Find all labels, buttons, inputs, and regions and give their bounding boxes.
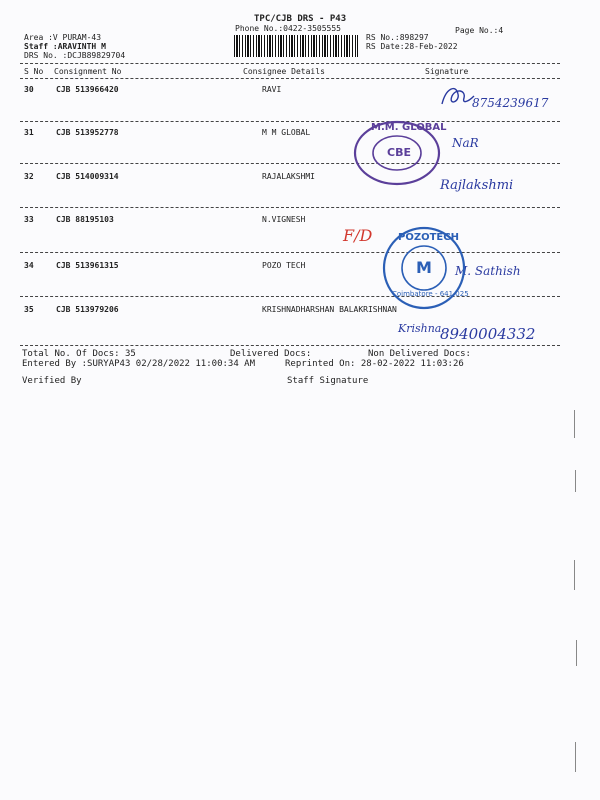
row-consignee: POZO TECH <box>262 261 306 270</box>
mark-33: F/D <box>343 226 373 245</box>
reprinted-on: Reprinted On: 28-02-2022 11:03:26 <box>285 359 464 369</box>
divider <box>20 207 560 208</box>
rs-number: RS No.:898297 <box>366 33 429 42</box>
row-sno: 35 <box>24 305 34 314</box>
divider <box>20 296 560 297</box>
signature-32: Rajlakshmi <box>440 178 514 193</box>
divider <box>20 63 560 64</box>
column-sno: S No <box>24 67 44 76</box>
drs-number: DRS No. :DCJB89829704 <box>24 51 126 60</box>
row-consignment: CJB 513961315 <box>56 261 119 270</box>
non-delivered-docs: Non Delivered Docs: <box>368 349 471 359</box>
scan-edge-mark <box>576 640 577 666</box>
divider <box>20 345 560 346</box>
phone-number: Phone No.:0422-3505555 <box>235 24 341 33</box>
row-sno: 33 <box>24 215 34 224</box>
row-sno: 34 <box>24 261 34 270</box>
row-sno: 30 <box>24 85 34 94</box>
stamp-text-top: POZOTECH <box>398 232 459 243</box>
row-consignment: CJB 88195103 <box>56 215 114 224</box>
verified-by: Verified By <box>22 376 82 386</box>
entered-by: Entered By :SURYAP43 02/28/2022 11:00:34 AM <box>22 359 255 369</box>
stamp-text-center: CBE <box>387 146 411 159</box>
signature-35-phone: 8940004332 <box>440 325 536 343</box>
row-sno: 32 <box>24 172 34 181</box>
pozotech-stamp <box>382 226 469 310</box>
mm-global-stamp <box>353 120 447 186</box>
column-consignee: Consignee Details <box>243 67 325 76</box>
scan-edge-mark <box>575 470 576 492</box>
total-docs: Total No. Of Docs: 35 <box>22 349 136 359</box>
divider <box>20 78 560 79</box>
rs-date: RS Date:28-Feb-2022 <box>366 42 458 51</box>
signature-31: NaR <box>452 136 479 150</box>
row-consignee: M M GLOBAL <box>262 128 311 137</box>
row-consignee: N.VIGNESH <box>262 215 306 224</box>
signature-30: 8754239617 <box>472 96 549 110</box>
divider <box>20 163 560 164</box>
document-title: TPC/CJB DRS - P43 <box>254 14 347 24</box>
row-consignee: RAVI <box>262 85 282 94</box>
column-consignment: Consignment No <box>54 67 122 76</box>
divider <box>20 121 560 122</box>
row-consignee: RAJALAKSHMI <box>262 172 315 181</box>
barcode <box>234 35 358 57</box>
column-signature: Signature <box>425 67 469 76</box>
row-consignment: CJB 513966420 <box>56 85 119 94</box>
scan-edge-mark <box>574 410 575 438</box>
signature-35-name: Krishna <box>398 322 442 335</box>
staff-signature: Staff Signature <box>287 376 369 386</box>
scan-edge-mark <box>575 742 576 772</box>
stamp-text-top: M.M. GLOBAL <box>371 122 447 133</box>
row-consignee: KRISHNADHARSHAN BALAKRISHNAN <box>262 305 397 314</box>
row-sno: 31 <box>24 128 34 137</box>
signature-34: M. Sathish <box>455 264 521 278</box>
divider <box>20 252 560 253</box>
row-consignment: CJB 514009314 <box>56 172 119 181</box>
row-consignment: CJB 513952778 <box>56 128 119 137</box>
page-number: Page No.:4 <box>455 26 504 35</box>
stamp-text-bottom: Coimbatore - 641 025 <box>392 290 469 298</box>
stamp-text-center: M <box>416 258 432 277</box>
staff-label: Staff :ARAVINTH M <box>24 42 106 51</box>
scan-edge-mark <box>574 560 575 590</box>
area-label: Area :V PURAM-43 <box>24 33 102 42</box>
delivered-docs: Delivered Docs: <box>230 349 312 359</box>
row-consignment: CJB 513979206 <box>56 305 119 314</box>
